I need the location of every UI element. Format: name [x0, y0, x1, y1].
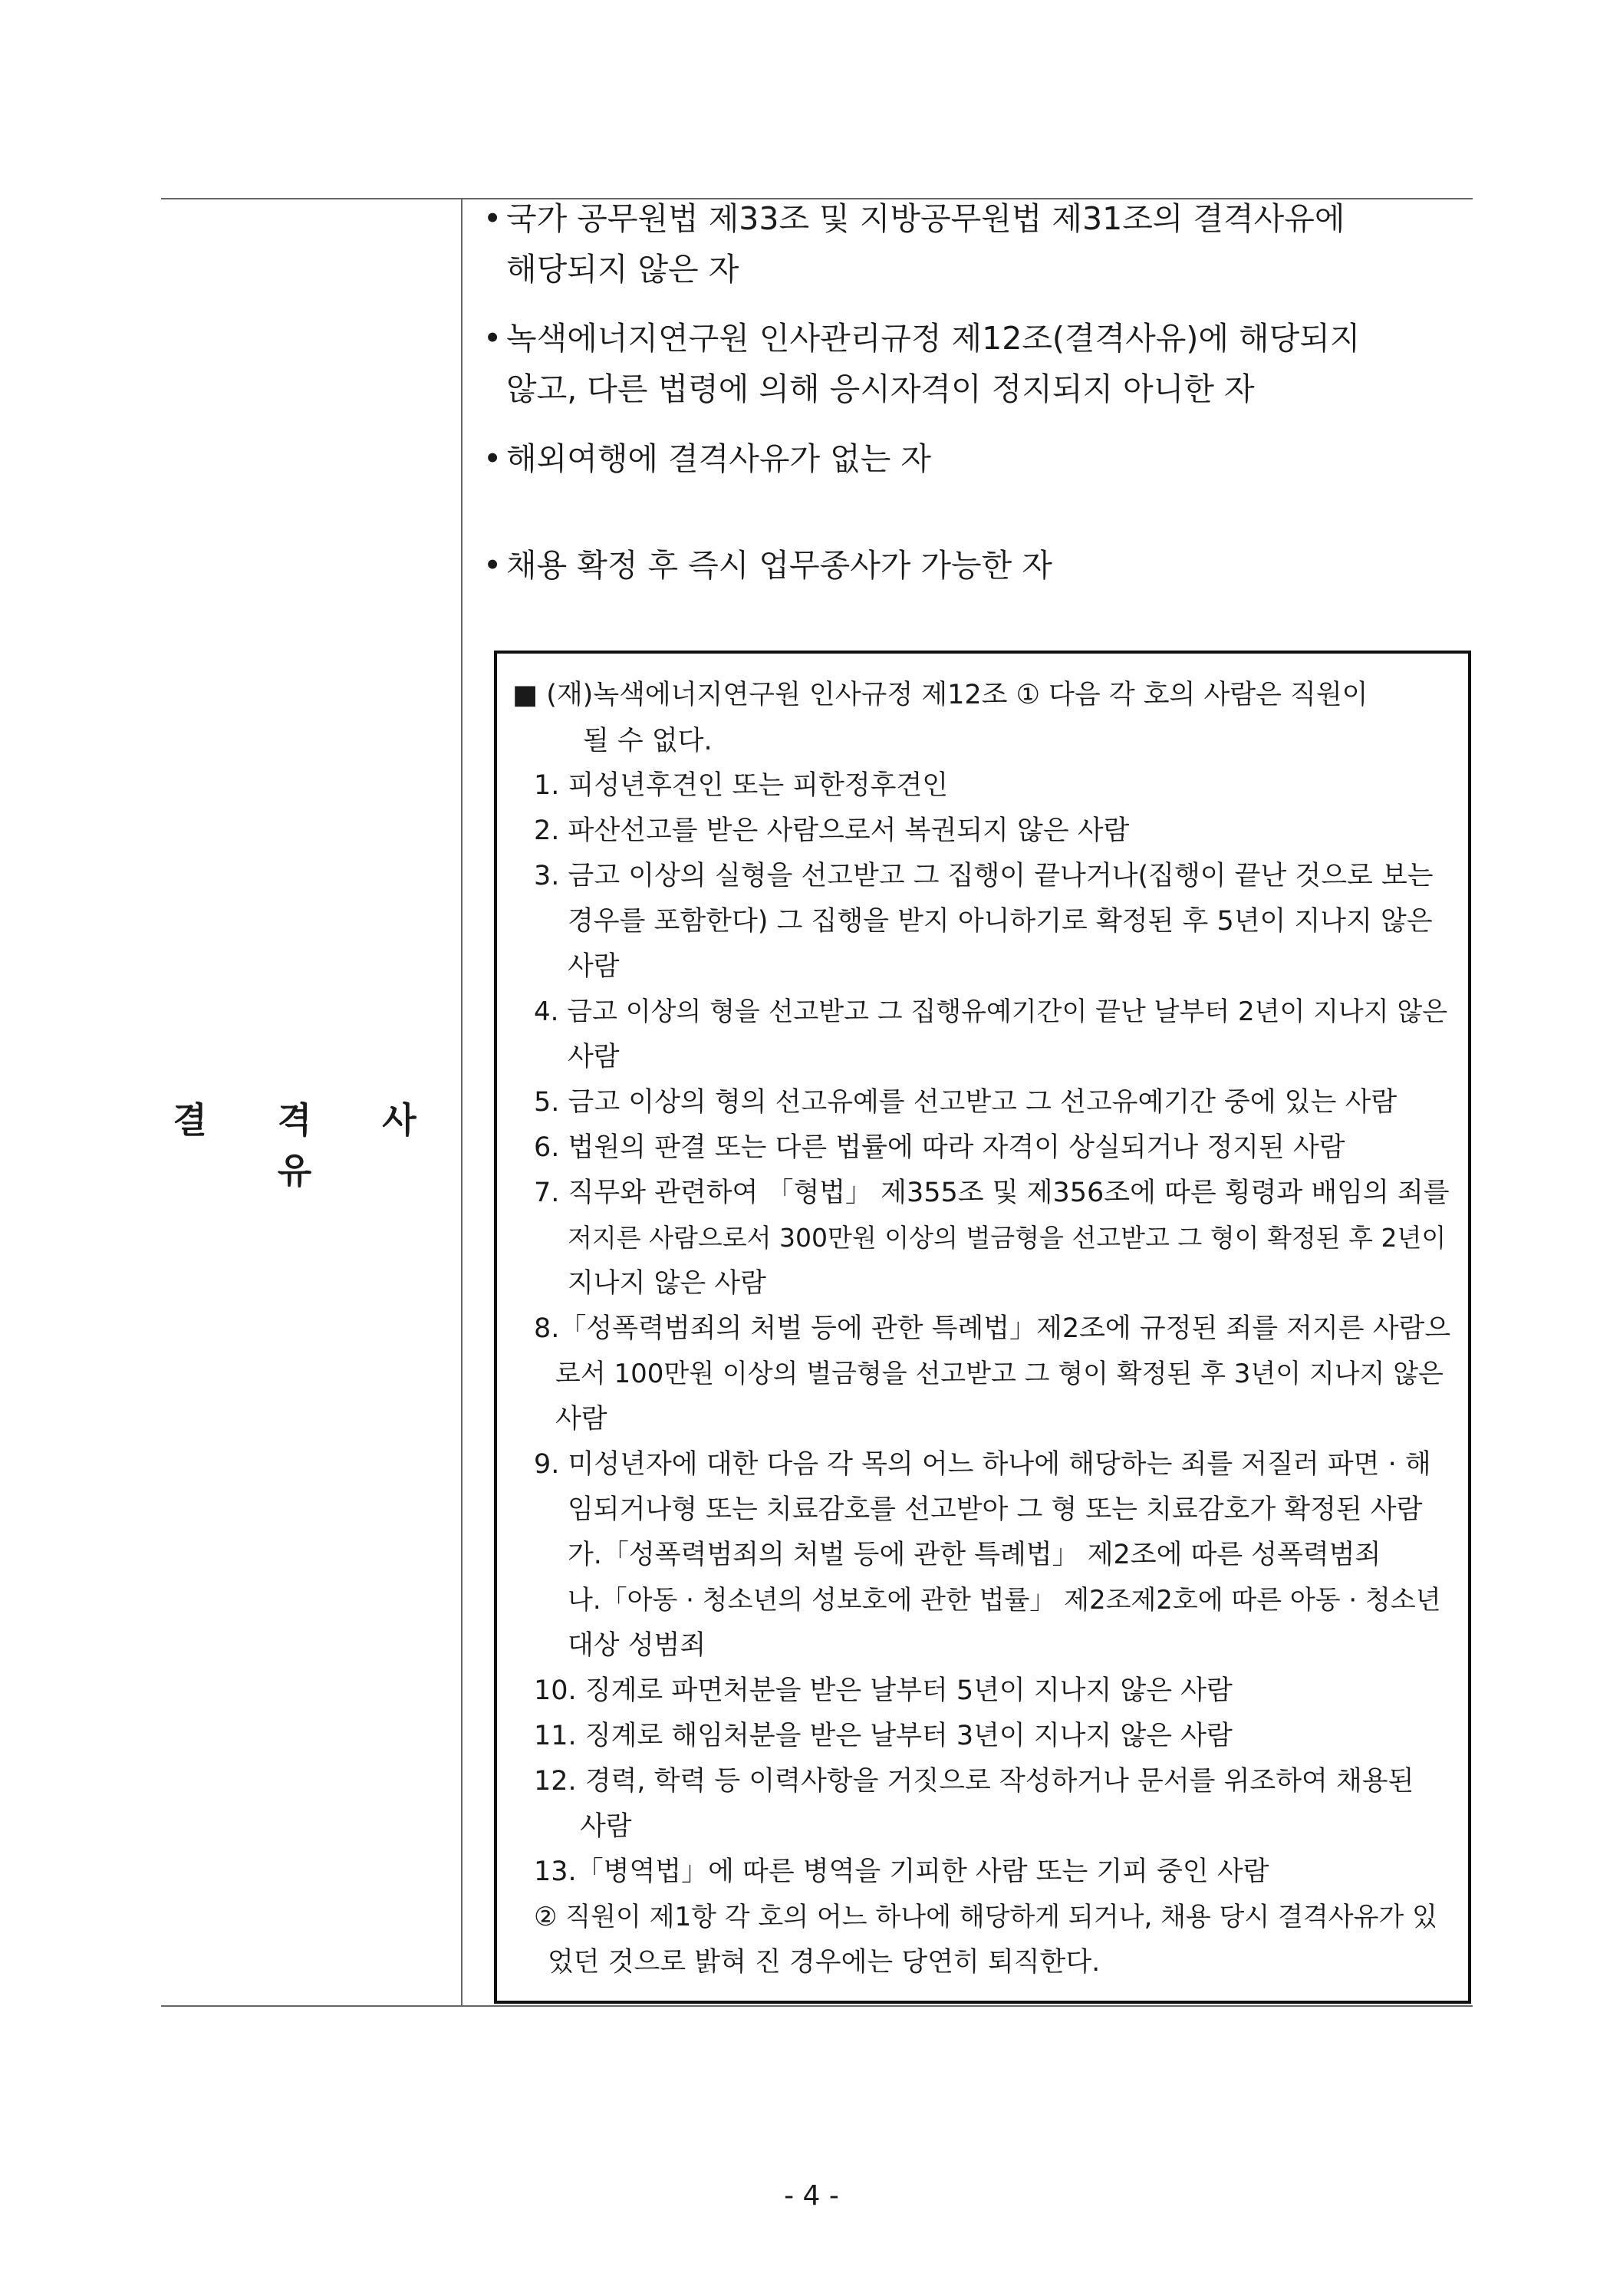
- regulation-line: 었던 것으로 밝혀 진 경우에는 당연히 퇴직한다.: [548, 1947, 1101, 1978]
- regulation-line: 나.「아동 · 청소년의 성보호에 관한 법률」 제2조제2호에 따른 아동 · 청소년: [568, 1585, 1441, 1616]
- bullet-line: 해당되지 않은 자: [506, 251, 739, 288]
- bullet-item: • 채용 확정 후 즉시 업무종사가 가능한 자: [483, 540, 1473, 591]
- table-bottom-border: [161, 2005, 1473, 2007]
- regulation-title-line: 될 수 없다.: [583, 726, 713, 756]
- regulation-line: 10. 징계로 파면처분을 받은 날부터 5년이 지나지 않은 사람: [534, 1675, 1233, 1706]
- bullet-item: • 녹색에너지연구원 인사관리규정 제12조(결격사유)에 해당되지 않고, 다른 법령에 의해 응시자격이 정지되지 아니한 자: [483, 313, 1473, 414]
- regulation-line: 가.「성폭력범죄의 처벌 등에 관한 특례법」 제2조에 따른 성폭력범죄: [568, 1540, 1381, 1570]
- regulation-line: 로서 100만원 이상의 벌금형을 선고받고 그 형이 확정된 후 3년이 지나지 않은: [555, 1359, 1444, 1389]
- regulation-line: 11. 징계로 해임처분을 받은 날부터 3년이 지나지 않은 사람: [534, 1721, 1233, 1751]
- regulation-line: 4. 금고 이상의 형을 선고받고 그 집행유예기간이 끝난 날부터 2년이 지나지 않은: [534, 996, 1448, 1027]
- regulation-title-line: ■ (재)녹색에너지연구원 인사규정 제12조 ① 다음 각 호의 사람은 직원이: [512, 680, 1368, 710]
- regulation-line: 3. 금고 이상의 실형을 선고받고 그 집행이 끝나거나(집행이 끝난 것으로 보는: [534, 861, 1434, 891]
- regulation-line: 1. 피성년후견인 또는 피한정후견인: [534, 770, 949, 801]
- bullet-item: • 국가 공무원법 제33조 및 지방공무원법 제31조의 결격사유에 해당되지 않은 자: [483, 193, 1473, 295]
- bullet-item: • 해외여행에 결격사유가 없는 자: [483, 433, 1473, 484]
- regulation-box: [494, 651, 1471, 2004]
- regulation-line: 사람: [568, 1042, 620, 1072]
- regulation-line: ② 직원이 제1항 각 호의 어느 하나에 해당하게 되거나, 채용 당시 결격사유가 있: [534, 1902, 1437, 1932]
- regulation-line: 5. 금고 이상의 형의 선고유예를 선고받고 그 선고유예기간 중에 있는 사람: [534, 1087, 1397, 1118]
- regulation-line: 2. 파산선고를 받은 사람으로서 복권되지 않은 사람: [534, 815, 1130, 846]
- regulation-line: 저지른 사람으로서 300만원 이상의 벌금형을 선고받고 그 형이 확정된 후 2년이: [568, 1223, 1447, 1253]
- regulation-line: 13.「병역법」에 따른 병역을 기피한 사람 또는 기피 중인 사람: [534, 1856, 1269, 1887]
- regulation-line: 사람: [568, 951, 620, 982]
- section-label: 결 격 사 유: [173, 1099, 446, 1191]
- column-divider: [461, 198, 463, 2007]
- regulation-line: 경우를 포함한다) 그 집행을 받지 아니하기로 확정된 후 5년이 지나지 않은: [568, 906, 1433, 937]
- bullet-line: 녹색에너지연구원 인사관리규정 제12조(결격사유)에 해당되지: [506, 320, 1361, 357]
- regulation-line: 8.「성폭력범죄의 처벌 등에 관한 특례법」제2조에 규정된 죄를 저지른 사람으: [534, 1313, 1451, 1344]
- regulation-line: 사람: [580, 1811, 632, 1842]
- regulation-line: 9. 미성년자에 대한 다음 각 목의 어느 하나에 해당하는 죄를 저질러 파면 · 해: [534, 1449, 1431, 1480]
- regulation-line: 7. 직무와 관련하여 「형법」 제355조 및 제356조에 따른 횡령과 배임의 죄를: [534, 1178, 1450, 1208]
- bullet-line: 해외여행에 결격사유가 없는 자: [506, 440, 931, 477]
- regulation-line: 6. 법원의 판결 또는 다른 법률에 따라 자격이 상실되거나 정지된 사람: [534, 1132, 1345, 1163]
- bullet-line: 국가 공무원법 제33조 및 지방공무원법 제31조의 결격사유에: [506, 200, 1345, 237]
- regulation-line: 사람: [555, 1404, 607, 1435]
- regulation-line: 지나지 않은 사람: [568, 1268, 766, 1299]
- regulation-line: 대상 성범죄: [568, 1630, 706, 1661]
- bullet-line: 채용 확정 후 즉시 업무종사가 가능한 자: [506, 547, 1052, 584]
- page-number: - 4 -: [784, 2180, 839, 2212]
- bullet-line: 않고, 다른 법령에 의해 응시자격이 정지되지 아니한 자: [506, 371, 1255, 407]
- regulation-line: 임되거나형 또는 치료감호를 선고받아 그 형 또는 치료감호가 확정된 사람: [568, 1494, 1423, 1525]
- regulation-line: 12. 경력, 학력 등 이력사항을 거짓으로 작성하거나 문서를 위조하여 채용된: [534, 1766, 1414, 1797]
